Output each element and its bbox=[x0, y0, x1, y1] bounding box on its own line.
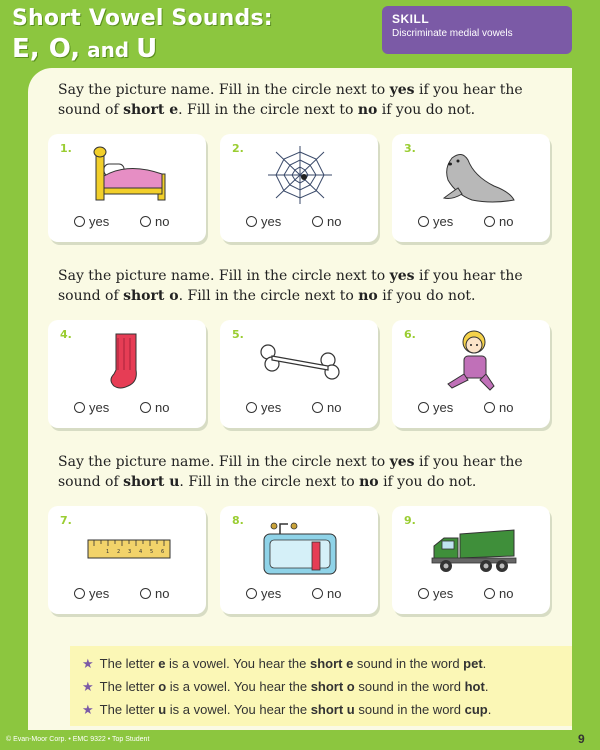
note-letter: o bbox=[158, 679, 167, 694]
note-short: short u bbox=[310, 702, 355, 717]
item-number: 6. bbox=[404, 328, 416, 341]
answer-options bbox=[418, 214, 538, 232]
ruler-number: 3 bbox=[128, 549, 132, 555]
instructions bbox=[58, 266, 538, 306]
truck-icon bbox=[422, 516, 522, 578]
yes-label: yes bbox=[89, 400, 110, 415]
yes-option[interactable] bbox=[246, 586, 281, 601]
yes-option[interactable] bbox=[74, 214, 109, 229]
instr-no: no bbox=[359, 474, 379, 490]
yes-option[interactable] bbox=[74, 586, 109, 601]
bone-icon bbox=[250, 330, 350, 392]
instr-yes: yes bbox=[389, 82, 415, 98]
no-circle[interactable] bbox=[312, 216, 323, 227]
yes-circle[interactable] bbox=[246, 216, 257, 227]
yes-option[interactable] bbox=[74, 400, 109, 415]
yes-circle[interactable] bbox=[418, 402, 429, 413]
note-text: . bbox=[487, 702, 492, 717]
no-circle[interactable] bbox=[140, 402, 151, 413]
instr-text: if you do not. bbox=[377, 288, 476, 304]
no-option[interactable] bbox=[140, 400, 169, 415]
no-label: no bbox=[155, 400, 170, 415]
title-e-o: E, O, bbox=[12, 34, 81, 64]
tub-icon bbox=[250, 516, 350, 578]
yes-option[interactable] bbox=[418, 586, 453, 601]
ruler-number: 6 bbox=[161, 549, 165, 555]
page-number: 9 bbox=[578, 732, 585, 746]
answer-options bbox=[418, 586, 538, 604]
answer-options bbox=[74, 586, 194, 604]
seal-icon bbox=[422, 144, 522, 206]
card-row bbox=[48, 320, 552, 432]
note-text: The letter bbox=[99, 656, 159, 671]
item-number: 9. bbox=[404, 514, 416, 527]
skill-box bbox=[382, 6, 572, 54]
note-letter: e bbox=[158, 656, 166, 671]
no-circle[interactable] bbox=[312, 588, 323, 599]
note-text: is a vowel. You hear the bbox=[166, 679, 311, 694]
yes-circle[interactable] bbox=[246, 402, 257, 413]
note-line bbox=[82, 702, 572, 718]
star-icon: ★ bbox=[82, 702, 94, 717]
no-option[interactable] bbox=[484, 586, 513, 601]
yes-circle[interactable] bbox=[418, 588, 429, 599]
no-option[interactable] bbox=[312, 214, 341, 229]
answer-options bbox=[74, 214, 194, 232]
ruler-number: 4 bbox=[139, 549, 143, 555]
instr-text: Say the picture name. Fill in the circle next to bbox=[58, 454, 390, 470]
ruler-number: 1 bbox=[106, 549, 110, 555]
item-card bbox=[392, 320, 550, 428]
no-circle[interactable] bbox=[484, 402, 495, 413]
vowel-notes-box bbox=[70, 646, 572, 726]
bed-icon bbox=[78, 144, 178, 206]
instr-short-vowel: short e bbox=[123, 102, 179, 118]
answer-options bbox=[246, 400, 366, 418]
yes-label: yes bbox=[261, 586, 282, 601]
instr-text: . Fill in the circle next to bbox=[178, 102, 358, 118]
instr-text: Say the picture name. Fill in the circle next to bbox=[58, 82, 390, 98]
no-label: no bbox=[155, 586, 170, 601]
web-icon bbox=[250, 144, 350, 206]
answer-options bbox=[74, 400, 194, 418]
card-row bbox=[48, 134, 552, 246]
note-word: pet bbox=[463, 656, 483, 671]
answer-options bbox=[418, 400, 538, 418]
note-text: sound in the word bbox=[354, 702, 465, 717]
note-text: . bbox=[482, 656, 487, 671]
instr-yes: yes bbox=[389, 454, 415, 470]
yes-circle[interactable] bbox=[74, 402, 85, 413]
instr-no: no bbox=[358, 288, 378, 304]
star-icon: ★ bbox=[82, 679, 94, 694]
item-card bbox=[48, 320, 206, 428]
yes-option[interactable] bbox=[418, 400, 453, 415]
no-label: no bbox=[155, 214, 170, 229]
no-option[interactable] bbox=[484, 214, 513, 229]
yes-label: yes bbox=[89, 586, 110, 601]
note-word: cup bbox=[464, 702, 488, 717]
instructions bbox=[58, 452, 538, 492]
item-number: 7. bbox=[60, 514, 72, 527]
note-text: The letter bbox=[99, 702, 159, 717]
no-circle[interactable] bbox=[484, 588, 495, 599]
instr-text: . Fill in the circle next to bbox=[179, 474, 360, 490]
copyright-footer: © Evan-Moor Corp. • EMC 9322 • Top Student bbox=[6, 736, 150, 743]
no-label: no bbox=[499, 586, 514, 601]
instr-no: no bbox=[357, 102, 378, 118]
note-short: short o bbox=[310, 679, 355, 694]
instr-text: if you hear the sound of bbox=[58, 82, 523, 118]
title-and: and bbox=[80, 38, 137, 62]
no-label: no bbox=[327, 214, 342, 229]
yes-option[interactable] bbox=[246, 400, 281, 415]
page-header bbox=[0, 0, 600, 68]
page-title-line1: Short Vowel Sounds: bbox=[12, 6, 273, 31]
item-number: 1. bbox=[60, 142, 72, 155]
yes-label: yes bbox=[433, 586, 454, 601]
note-text: sound in the word bbox=[354, 679, 465, 694]
skill-text: Discriminate medial vowels bbox=[392, 28, 513, 39]
instructions bbox=[58, 80, 538, 120]
yes-label: yes bbox=[89, 214, 110, 229]
page-title-line2 bbox=[12, 34, 157, 64]
no-circle[interactable] bbox=[140, 216, 151, 227]
item-number: 2. bbox=[232, 142, 244, 155]
ruler-icon bbox=[78, 516, 178, 578]
answer-options bbox=[246, 586, 366, 604]
no-circle[interactable] bbox=[140, 588, 151, 599]
item-number: 4. bbox=[60, 328, 72, 341]
item-card bbox=[220, 134, 378, 242]
note-line bbox=[82, 679, 572, 695]
item-card bbox=[220, 506, 378, 614]
instr-yes: yes bbox=[389, 268, 415, 284]
item-number: 3. bbox=[404, 142, 416, 155]
no-option[interactable] bbox=[312, 400, 341, 415]
yes-label: yes bbox=[433, 400, 454, 415]
skill-label: SKILL bbox=[392, 12, 430, 26]
no-option[interactable] bbox=[140, 214, 169, 229]
item-number: 5. bbox=[232, 328, 244, 341]
doll-icon bbox=[422, 330, 522, 392]
no-option[interactable] bbox=[140, 586, 169, 601]
yes-option[interactable] bbox=[418, 214, 453, 229]
yes-option[interactable] bbox=[246, 214, 281, 229]
no-option[interactable] bbox=[312, 586, 341, 601]
instr-text: . Fill in the circle next to bbox=[178, 288, 359, 304]
instr-text: if you hear the sound of bbox=[58, 454, 523, 490]
note-text: . bbox=[484, 679, 489, 694]
no-option[interactable] bbox=[484, 400, 513, 415]
yes-circle[interactable] bbox=[246, 588, 257, 599]
yes-label: yes bbox=[433, 214, 454, 229]
item-card bbox=[48, 134, 206, 242]
yes-circle[interactable] bbox=[418, 216, 429, 227]
item-number: 8. bbox=[232, 514, 244, 527]
item-card bbox=[220, 320, 378, 428]
note-text: sound in the word bbox=[353, 656, 464, 671]
no-circle[interactable] bbox=[312, 402, 323, 413]
item-card bbox=[48, 506, 206, 614]
yes-circle[interactable] bbox=[74, 588, 85, 599]
answer-options bbox=[246, 214, 366, 232]
yes-label: yes bbox=[261, 214, 282, 229]
instr-text: if you do not. bbox=[378, 474, 477, 490]
title-u: U bbox=[136, 34, 158, 64]
star-icon: ★ bbox=[82, 656, 94, 671]
note-text: is a vowel. You hear the bbox=[165, 656, 310, 671]
no-label: no bbox=[499, 214, 514, 229]
note-line bbox=[82, 656, 572, 672]
card-row bbox=[48, 506, 552, 618]
ruler-number: 2 bbox=[117, 549, 121, 555]
yes-label: yes bbox=[261, 400, 282, 415]
worksheet-panel bbox=[28, 68, 572, 730]
note-text: The letter bbox=[99, 679, 159, 694]
instr-text: if you do not. bbox=[377, 102, 476, 118]
item-card bbox=[392, 134, 550, 242]
note-short: short e bbox=[309, 656, 354, 671]
ruler-number: 5 bbox=[150, 549, 154, 555]
instr-text: Say the picture name. Fill in the circle next to bbox=[58, 268, 390, 284]
sock-icon bbox=[78, 330, 178, 392]
item-card bbox=[392, 506, 550, 614]
instr-text: if you hear the sound of bbox=[58, 268, 523, 304]
no-circle[interactable] bbox=[484, 216, 495, 227]
no-label: no bbox=[499, 400, 514, 415]
instr-short-vowel: short u bbox=[123, 474, 180, 490]
yes-circle[interactable] bbox=[74, 216, 85, 227]
instr-short-vowel: short o bbox=[123, 288, 179, 304]
note-word: hot bbox=[464, 679, 485, 694]
note-letter: u bbox=[158, 702, 167, 717]
note-text: is a vowel. You hear the bbox=[166, 702, 311, 717]
no-label: no bbox=[327, 400, 342, 415]
no-label: no bbox=[327, 586, 342, 601]
